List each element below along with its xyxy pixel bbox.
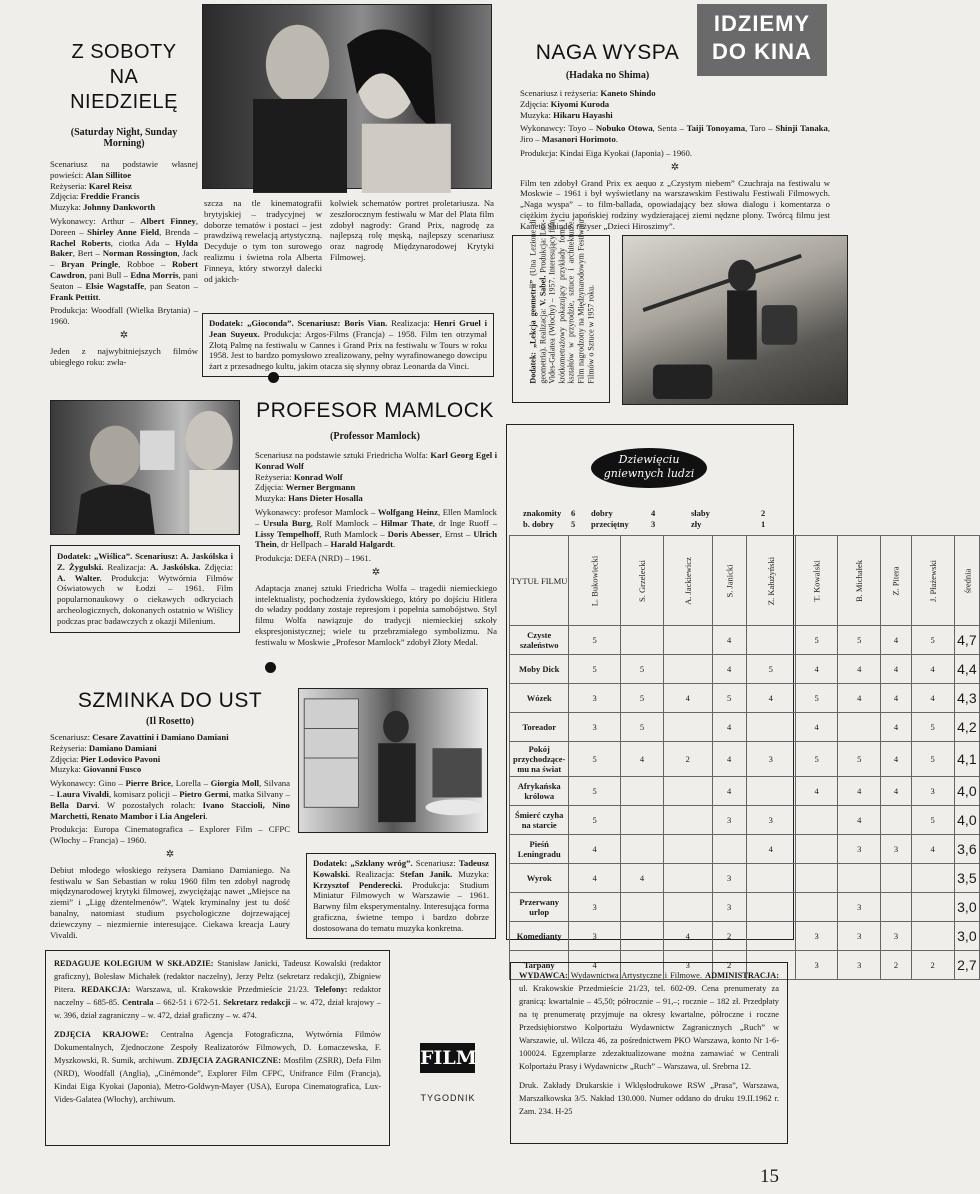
table-row — [510, 777, 980, 806]
score-cell — [712, 835, 746, 864]
island-cast: Wykonawcy: Toyo – Nobuko Otowa, Senta – Taiji Tonoyama, Taro – Shinji Tanaka, Jiro – Masanori Horimoto. — [520, 123, 831, 145]
score-cell — [663, 713, 712, 742]
saturday-text-col1: Jeden z najwybitniejszych filmów ubiegłego roku: zwła- — [50, 345, 198, 367]
score-cell: 4 — [569, 835, 621, 864]
score-cell — [620, 835, 663, 864]
section-badge — [697, 4, 827, 76]
score-cell — [746, 777, 795, 806]
mamlock-production: Produkcja: DEFA (NRD) – 1961. — [255, 553, 371, 564]
table-row — [510, 684, 980, 713]
score-cell: 5 — [569, 742, 621, 777]
score-cell: 4 — [838, 777, 881, 806]
score-cell: 4 — [746, 684, 795, 713]
score-cell — [746, 626, 795, 655]
score-cell: 2 — [663, 742, 712, 777]
rossetto-photo — [298, 688, 488, 833]
film-title-cell: Toreador — [510, 713, 569, 742]
score-cell: 4 — [663, 684, 712, 713]
score-cell — [663, 777, 712, 806]
legend-label: znakomity — [523, 508, 562, 518]
score-cell: 5 — [569, 626, 621, 655]
score-cell: 3 — [838, 893, 881, 922]
score-cell — [795, 835, 837, 864]
score-cell: 4 — [881, 742, 911, 777]
average-cell: 4,0 — [954, 777, 980, 806]
saturday-section — [50, 40, 198, 370]
film-title-cell: Wyrok — [510, 864, 569, 893]
film-column-header: TYTUŁ FILMU — [510, 536, 569, 626]
geometry-box — [512, 219, 610, 403]
score-cell: 3 — [746, 806, 795, 835]
score-cell: 3 — [911, 777, 954, 806]
score-cell: 3 — [838, 835, 881, 864]
score-cell: 4 — [911, 835, 954, 864]
rating-legend — [523, 508, 785, 530]
table-row — [510, 655, 980, 684]
island-credits-block — [520, 88, 830, 235]
score-cell: 2 — [911, 951, 954, 980]
rossetto-title: SZMINKA DO UST — [77, 689, 263, 712]
score-cell: 3 — [795, 951, 837, 980]
critic-column-header: Z. Kałużyński — [746, 536, 795, 626]
saturday-title-line-3: NIEDZIELĘ — [70, 91, 178, 113]
saturday-text-col2: szcza na tle kinematografii brytyjskiej – tradycyjnej w doborze tematów i postaci – jest prawdziwą rewelacją artystyczną. Decyduje o tym ton surowego realizmu i świetna rola Alberta Finneya, który stworzył dalecki od jakich- — [204, 198, 322, 284]
score-cell: 4 — [569, 951, 621, 980]
saturday-photo — [202, 4, 492, 189]
film-title-cell: Afrykańska królowa — [510, 777, 569, 806]
score-cell: 5 — [569, 655, 621, 684]
score-cell: 3 — [569, 922, 621, 951]
score-cell: 3 — [795, 922, 837, 951]
average-cell: 3,5 — [954, 864, 980, 893]
score-cell: 4 — [712, 777, 746, 806]
score-cell: 4 — [838, 684, 881, 713]
score-cell: 4 — [795, 777, 837, 806]
score-cell: 3 — [746, 742, 795, 777]
average-cell: 4,1 — [954, 742, 980, 777]
score-cell: 4 — [795, 655, 837, 684]
legend-label: słaby — [691, 508, 710, 518]
critic-column-header: L. Bukowiecki — [569, 536, 621, 626]
masthead-printing: Druk. Zakłady Drukarskie i Wklęsłodrukowe RSW „Prasa”, Warszawa, Marszałkowska 3/5. Nakład 130.000. Numer oddano do druku 19.II.1962 r. Zam. 234. H-25 — [519, 1081, 779, 1116]
masthead-left — [45, 950, 390, 1146]
rating-logo-line-2: gniewnych ludzi — [603, 467, 695, 480]
saturday-title-line-2: NA — [109, 66, 139, 88]
rossetto-text: Debiut młodego włoskiego reżysera Damiano Damianiego. Na festiwalu w San Sebastian w roku 1960 film ten zdobył nagrodę międzynarodowej krytyki filmowej, zwyciężając nawet „Miejsce na ziemi” i „Ligę dżentelmenów”. Wątek kryminalny jest tu dość banalny, natomiast studium psychologiczne dojrzewającej dziewczyny – niezmiernie interesujące. Ciekawa kreacja Laury Vivaldi. — [50, 864, 290, 940]
score-cell: 4 — [746, 835, 795, 864]
rating-logo-line-1: Dziewięciu — [618, 453, 680, 466]
table-row — [510, 626, 980, 655]
score-cell — [620, 626, 663, 655]
wislica-box: Dodatek: „Wiślica”. Scenariusz: A. Jaskólska i Z. Żygulski. Realizacja: A. Jaskólska. Zdjęcia: A. Walter. Produkcja: Wytwórnia Filmów Oświatowych w Łodzi – 1961. Film popularnonaukowy o ciekawych odkryciach archeologicznych, dokonanych ostatnio w Wiślicy podczas prac badawczych z okazji Milenium. — [50, 545, 240, 633]
score-cell: 2 — [712, 922, 746, 951]
mamlock-original-title: (Professor Mamlock) — [330, 431, 420, 442]
score-cell — [881, 806, 911, 835]
table-row — [510, 806, 980, 835]
saturday-title-line-1: Z SOBOTY — [71, 41, 177, 63]
score-cell: 2 — [712, 951, 746, 980]
score-cell: 5 — [620, 655, 663, 684]
score-cell: 2 — [881, 951, 911, 980]
average-cell: 4,4 — [954, 655, 980, 684]
average-cell: 4,0 — [954, 806, 980, 835]
score-cell: 5 — [712, 684, 746, 713]
mamlock-photo — [50, 400, 240, 535]
score-cell — [881, 893, 911, 922]
average-cell: 4,2 — [954, 713, 980, 742]
score-cell: 3 — [663, 951, 712, 980]
rossetto-production: Produkcja: Europa Cinematografica – Explorer Film – CFPC (Włochy – Francja) – 1960. — [50, 824, 290, 846]
film-title-cell: Czyste szaleństwo — [510, 626, 569, 655]
score-cell — [663, 893, 712, 922]
score-cell: 5 — [795, 742, 837, 777]
film-title-cell: Tarpany — [510, 951, 569, 980]
score-cell — [795, 806, 837, 835]
masthead-editorial: REDAGUJE KOLEGIUM W SKŁADZIE: Stanisław Janicki, Tadeusz Kowalski (redaktor graficzny), Bolesław Michałek (redaktor naczelny), Jerzy Peltz (sekretarz redakcji), Zbigniew Pitera. REDAKCJA: Warszawa, ul. Krakowskie Przedmieście 21/23. Telefony: redaktor naczelny – 685-85. Centrala – 662-51 i 672-51. Sekretarz redakcji – w. 472, dział krajowy – w. 396, dział zagraniczny – w. 472, dział graficzny – w. 474. — [54, 959, 382, 1020]
film-title-cell: Moby Dick — [510, 655, 569, 684]
film-title-cell: Komedianty — [510, 922, 569, 951]
score-cell: 4 — [712, 713, 746, 742]
score-cell: 4 — [712, 655, 746, 684]
score-cell — [620, 806, 663, 835]
table-row — [510, 835, 980, 864]
rating-table — [509, 535, 980, 980]
score-cell — [838, 713, 881, 742]
table-row — [510, 864, 980, 893]
mamlock-credits-block — [255, 450, 497, 651]
score-cell — [911, 922, 954, 951]
critic-column-header: Z. Pitera — [881, 536, 911, 626]
film-title-cell: Wózek — [510, 684, 569, 713]
saturday-title — [50, 40, 198, 115]
legend-value: 5 — [571, 519, 576, 529]
star-separator: ✲ — [165, 848, 175, 860]
critic-column-header: T. Kowalski — [795, 536, 837, 626]
film-logo-subtitle: TYGODNIK — [420, 1093, 476, 1103]
island-photo — [622, 235, 848, 405]
critic-column-header: S. Grzelecki — [620, 536, 663, 626]
legend-label: przeciętny — [591, 519, 629, 529]
table-row — [510, 922, 980, 951]
score-cell: 4 — [620, 864, 663, 893]
mamlock-title: PROFESOR MAMLOCK — [256, 399, 494, 422]
score-cell: 4 — [881, 655, 911, 684]
score-cell: 4 — [663, 922, 712, 951]
island-title: NAGA WYSPA — [535, 41, 680, 64]
rossetto-credits-block — [50, 732, 290, 943]
score-cell — [663, 864, 712, 893]
score-cell — [746, 713, 795, 742]
rating-logo — [591, 448, 707, 488]
glass-box: Dodatek: „Szklany wróg”. Scenariusz: Tadeusz Kowalski. Realizacja: Stefan Janik. Muzyka: Krzysztof Penderecki. Produkcja: Studium Miniatur Filmowych w Warszawie – 1961. Barwny film eksperymentalny. Interesująca forma graficzna, świetne tempo i bardzo dobrze dostosowana do tematu muzyka konkretna. — [306, 853, 496, 939]
score-cell — [746, 864, 795, 893]
masthead-photo-credits: ZDJĘCIA KRAJOWE: Centralna Agencja Fotograficzna, Wytwórnia Filmów Dokumentalnych, Zjednoczone Zespoły Realizatorów Filmowych, D. Łomaczewska, F. Myszkowski, R. Sumik, archiwum. ZDJĘCIA ZAGRANICZNE: Mosfilm (ZSRR), Defa Film (NRD), Woodfall (Anglia), „Cinémonde”, Explorer Film CFPC, Unifrance Film (Francja), Kindai Eiga Kyokai (Japonia), Metro-Goldwyn-Mayer (USA), Europa Cinematografica, Lux-Vides-Galatea (Włochy), archiwum. — [54, 1030, 381, 1104]
average-cell: 3,0 — [954, 893, 980, 922]
score-cell: 4 — [795, 713, 837, 742]
film-title-cell: Przerwany urlop — [510, 893, 569, 922]
score-cell: 4 — [712, 626, 746, 655]
badge-line-1: IDZIEMY — [713, 11, 811, 36]
saturday-credits: Scenariusz na podstawie własnej powieści: Alan Sillitoe Reżyseria: Karel Reisz Zdjęcia: Freddie Francis Muzyka: Johnny Dankworth — [50, 159, 198, 213]
legend-value: 2 — [761, 508, 766, 518]
score-cell: 5 — [911, 713, 954, 742]
score-cell — [881, 864, 911, 893]
critic-column-header: A. Jackiewicz — [663, 536, 712, 626]
average-cell: 4,3 — [954, 684, 980, 713]
rating-body — [510, 626, 980, 980]
badge-line-2: DO KINA — [712, 39, 812, 64]
score-cell — [746, 893, 795, 922]
score-cell: 3 — [569, 713, 621, 742]
legend-value: 6 — [571, 508, 576, 518]
bullet-dot — [268, 372, 279, 383]
average-cell: 3,6 — [954, 835, 980, 864]
score-cell — [838, 864, 881, 893]
average-cell: 4,7 — [954, 626, 980, 655]
mamlock-cast: Wykonawcy: profesor Mamlock – Wolfgang Heinz, Ellen Mamlock – Ursula Burg, Rolf Mamlock – Hilmar Thate, dr Inge Ruoff – Lissy Tempelhoff, Ruth Mamlock – Doris Abesser, Ernst – Ulrich Thein, dr Hellpach – Harald Halgardt. — [255, 506, 497, 550]
score-cell — [795, 893, 837, 922]
critic-column-header: J. Płażewski — [911, 536, 954, 626]
score-cell — [620, 893, 663, 922]
average-cell: 3,0 — [954, 922, 980, 951]
score-cell — [911, 893, 954, 922]
film-logo: FILM — [420, 1043, 475, 1073]
score-cell — [663, 655, 712, 684]
score-cell: 3 — [569, 893, 621, 922]
mamlock-credits: Scenariusz na podstawie sztuki Friedricha Wolfa: Karl Georg Egel i Konrad Wolf Reżyseria: Konrad Wolf Zdjęcia: Werner Bergmann Muzyka: Hans Dieter Hosalla — [255, 450, 497, 504]
island-production: Produkcja: Kindai Eiga Kyokai (Japonia) – 1960. — [520, 147, 693, 158]
score-cell: 4 — [911, 684, 954, 713]
table-row — [510, 713, 980, 742]
score-cell: 3 — [838, 951, 881, 980]
score-cell: 4 — [712, 742, 746, 777]
legend-value: 1 — [761, 519, 766, 529]
score-cell: 5 — [569, 806, 621, 835]
rating-header-row — [510, 536, 980, 626]
mamlock-text: Adaptacja znanej sztuki Friedricha Wolfa – tragedii niemieckiego intelektualisty, pochodzenia żydowskiego, który po dojściu Hitlera do władzy poddany zostaje represjom i popełnia samobójstwo. Styl filmu Wolfa nawiązuje do tradycji niemieckiej szkoły ekspresjonistycznej; wiele tu przebrzmiałego symbolizmu. Na festiwalu w Moskwie „Profesor Mamlock” zdobył Złoty Medal. — [255, 582, 497, 647]
score-cell: 4 — [620, 742, 663, 777]
page-number: 15 — [760, 1166, 779, 1187]
average-column-header: średnia — [954, 536, 980, 626]
score-cell: 5 — [795, 684, 837, 713]
score-cell: 5 — [838, 742, 881, 777]
masthead-publisher: WYDAWCA: Wydawnictwa Artystyczne i Filmowe. ADMINISTRACJA: ul. Krakowskie Przedmieście 21/23, tel. 602-09. Cena prenumeraty za granicą: kwartalnie – 45,50; półrocznie – 91,–; rocznie – 182 zł. Przedpłaty na tę prenumeratę przyjmuje na okresy kwartalne, półroczne i roczne Przedsiębiorstwo Kolportażu Wydawnictw Zagranicznych „Ruch” w Warszawie, ul. Wilcza 46, za pośrednictwem PKO Warszawa, konto Nr 1-6-100024. Egzemplarze zdezaktualizowane można zamawiać w Centrali Kolportażu Prasy i Wydawnictw „Ruch” – Warszawa, ul. Srebrna 12. — [519, 971, 779, 1071]
score-cell: 5 — [569, 777, 621, 806]
island-original-title: (Hadaka no Shima) — [565, 70, 650, 81]
score-cell: 5 — [746, 655, 795, 684]
score-cell — [663, 806, 712, 835]
score-cell: 4 — [838, 806, 881, 835]
score-cell: 5 — [620, 684, 663, 713]
legend-value: 4 — [651, 508, 656, 518]
star-separator: ✲ — [371, 566, 381, 578]
saturday-text-col3: kolwiek schematów portret proletariusza. Na zeszłorocznym festiwalu w Mar del Plata film zdobył nagrody: Grand Prix, nagrodę za najlepszą rolę męską, najlepszy scenariusz oraz nagrodę Międzynarodowej Krytyki Filmowej. — [330, 198, 494, 262]
critics-rating-panel — [506, 424, 977, 973]
average-cell: 2,7 — [954, 951, 980, 980]
rossetto-original-title: (Il Rosetto) — [145, 716, 195, 727]
legend-label: dobry — [591, 508, 613, 518]
score-cell: 3 — [712, 864, 746, 893]
score-cell: 4 — [881, 713, 911, 742]
bullet-dot — [265, 662, 276, 673]
score-cell: 3 — [881, 922, 911, 951]
legend-label: b. dobry — [523, 519, 554, 529]
film-title-cell: Pokój przychodzące-mu na świat — [510, 742, 569, 777]
score-cell: 5 — [838, 626, 881, 655]
score-cell: 3 — [569, 684, 621, 713]
score-cell: 3 — [881, 835, 911, 864]
score-cell — [620, 777, 663, 806]
score-cell: 3 — [712, 893, 746, 922]
saturday-production: Produkcja: Woodfall (Wielka Brytania) – 1960. — [50, 305, 198, 327]
star-separator: ✲ — [119, 329, 129, 341]
critic-column-header: B. Michałek — [838, 536, 881, 626]
table-row — [510, 742, 980, 777]
score-cell: 3 — [712, 806, 746, 835]
star-separator: ✲ — [670, 161, 680, 173]
table-row — [510, 893, 980, 922]
score-cell: 5 — [620, 713, 663, 742]
gioconda-box: Dodatek: „Gioconda”. Scenariusz: Boris Vian. Realizacja: Henri Gruel i Jean Suyeux. Produkcja: Argos-Films (Francja) – 1958. Film ten otrzymał Złotą Palmę na festiwalu w Cannes i Grand Prix na festiwalu w Tours w roku 1958. Jest to bardzo pomysłowo zrealizowany, pełny wyrafinowanego dowcipu żart z przesadnego kultu, jakim otacza się słynny obraz Leonarda da Vinci. — [202, 313, 494, 377]
island-credits: Scenariusz i reżyseria: Kaneto Shindo Zdjęcia: Kiyomi Kuroda Muzyka: Hikaru Hayashi — [520, 88, 656, 120]
score-cell: 5 — [795, 626, 837, 655]
saturday-cast: Wykonawcy: Arthur – Albert Finney, Doreen – Shirley Anne Field, Brenda – Rachel Roberts, ciotka Ada – Hylda Baker, Bert – Norman Rossington, Jack – Bryan Pringle, Robboe – Robert Cawdron, pani Bull – Edna Morris, pani Seaton – Elsie Wagstaffe, pan Seaton – Frank Pettitt. — [50, 215, 199, 302]
score-cell — [620, 922, 663, 951]
island-text: Film ten zdobył Grand Prix ex aequo z „Czystym niebem” Czuchraja na festiwalu w Moskwie – 1961 i był wyświetlany na warszawskim Festiwalu Festiwali Filmowych. „Naga wyspa” – to film-ballada, opowiadający bez słowa dialogu i komentarza o ciężkim życiu japońskiej rodziny wydzierającej ziemi nędzne plony. Twórcą filmu jest Kaneto Shindo, reżyser „Dzieci Hiroszimy”. — [520, 177, 830, 231]
score-cell: 4 — [881, 777, 911, 806]
score-cell: 4 — [569, 864, 621, 893]
score-cell: 4 — [911, 655, 954, 684]
geometry-box-text: Dodatek: „Lekcja geometrii” (Una Lezione di geometria). Realizacja: V. Sabel. Produkcja: Lux-Vides-Galatea (Włochy) – 1957. Interesujący film krótkometrażowy pokazujący przykłady form i kształtów w przyrodzie, sztuce i architekturze. Film nagrodzony na Międzynarodowym Festiwalu Filmów o Sztuce w 1957 roku. — [528, 219, 595, 384]
score-cell: 3 — [838, 922, 881, 951]
legend-value: 3 — [651, 519, 656, 529]
score-cell — [911, 864, 954, 893]
score-cell — [663, 835, 712, 864]
film-title-cell: Pieśń Leningradu — [510, 835, 569, 864]
rossetto-credits: Scenariusz: Cesare Zavattini i Damiano Damiani Reżyseria: Damiano Damiani Zdjęcia: Pier Lodovico Pavoni Muzyka: Giovanni Fusco — [50, 732, 229, 775]
score-cell — [746, 922, 795, 951]
score-cell — [795, 864, 837, 893]
saturday-original-title: (Saturday Night, Sunday Morning) — [70, 127, 178, 149]
score-cell: 5 — [911, 626, 954, 655]
score-cell: 5 — [911, 806, 954, 835]
score-cell: 5 — [911, 742, 954, 777]
score-cell: 4 — [838, 655, 881, 684]
score-cell: 4 — [881, 626, 911, 655]
rossetto-cast: Wykonawcy: Gino – Pierre Brice, Lorella – Giorgia Moll, Silvana – Laura Vivaldi, komisarz policji – Pietro Germi, matka Silvany – Bella Darvi. W pozostałych rolach: Ivano Staccioli, Nino Marchetti, Renato Mambor i Lia Angeleri. — [50, 778, 290, 821]
score-cell: 4 — [881, 684, 911, 713]
masthead-right — [510, 962, 788, 1144]
film-title-cell: Śmierć czyha na starcie — [510, 806, 569, 835]
score-cell — [663, 626, 712, 655]
legend-label: zły — [691, 519, 702, 529]
critic-column-header: S. Janicki — [712, 536, 746, 626]
